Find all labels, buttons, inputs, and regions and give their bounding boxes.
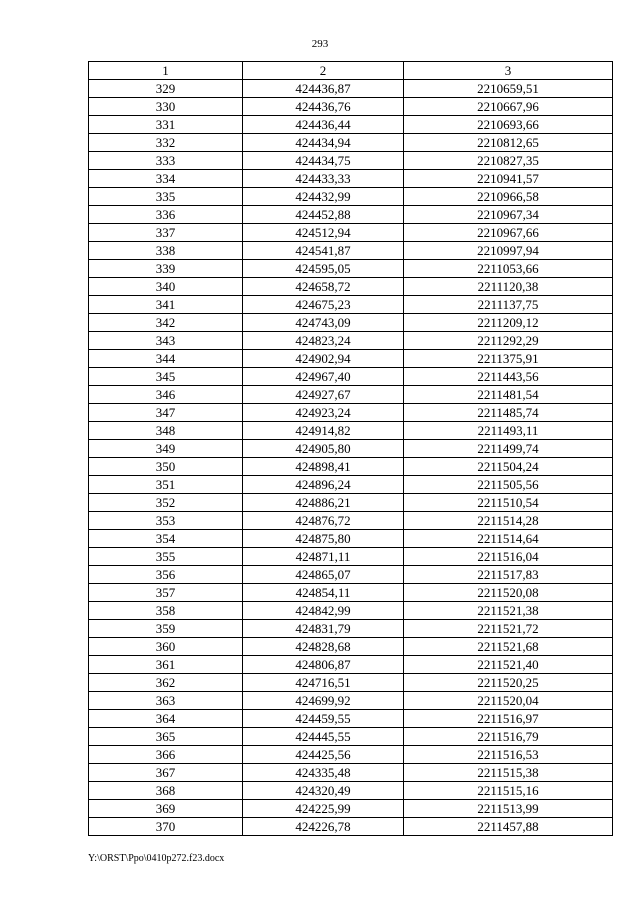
header-row bbox=[89, 62, 613, 80]
x-coordinate-cell: 424875,80 bbox=[243, 530, 404, 548]
point-number-cell: 359 bbox=[89, 620, 243, 638]
table-row bbox=[89, 116, 613, 134]
y-coordinate-cell: 2210967,66 bbox=[404, 224, 613, 242]
point-number-cell: 332 bbox=[89, 134, 243, 152]
x-coordinate-cell: 424541,87 bbox=[243, 242, 404, 260]
table-row bbox=[89, 746, 613, 764]
x-coordinate-cell: 424335,48 bbox=[243, 764, 404, 782]
point-number-cell: 337 bbox=[89, 224, 243, 242]
point-number-cell: 349 bbox=[89, 440, 243, 458]
y-coordinate-cell: 2210941,57 bbox=[404, 170, 613, 188]
y-coordinate-cell: 2211514,28 bbox=[404, 512, 613, 530]
table-body bbox=[89, 80, 613, 836]
y-coordinate-cell: 2211053,66 bbox=[404, 260, 613, 278]
y-coordinate-cell: 2211521,68 bbox=[404, 638, 613, 656]
x-coordinate-cell: 424886,21 bbox=[243, 494, 404, 512]
table-row bbox=[89, 692, 613, 710]
y-coordinate-cell: 2210966,58 bbox=[404, 188, 613, 206]
point-number-cell: 331 bbox=[89, 116, 243, 134]
y-coordinate-cell: 2211120,38 bbox=[404, 278, 613, 296]
y-coordinate-cell: 2211504,24 bbox=[404, 458, 613, 476]
x-coordinate-cell: 424896,24 bbox=[243, 476, 404, 494]
table-header bbox=[89, 62, 613, 80]
table-row bbox=[89, 350, 613, 368]
y-coordinate-cell: 2211515,16 bbox=[404, 782, 613, 800]
point-number-cell: 334 bbox=[89, 170, 243, 188]
table-row bbox=[89, 404, 613, 422]
point-number-cell: 347 bbox=[89, 404, 243, 422]
table-row bbox=[89, 260, 613, 278]
x-coordinate-cell: 424865,07 bbox=[243, 566, 404, 584]
header-col-1: 1 bbox=[89, 62, 243, 80]
x-coordinate-cell: 424828,68 bbox=[243, 638, 404, 656]
x-coordinate-cell: 424595,05 bbox=[243, 260, 404, 278]
y-coordinate-cell: 2210812,65 bbox=[404, 134, 613, 152]
x-coordinate-cell: 424445,55 bbox=[243, 728, 404, 746]
point-number-cell: 361 bbox=[89, 656, 243, 674]
y-coordinate-cell: 2211516,53 bbox=[404, 746, 613, 764]
table-row bbox=[89, 422, 613, 440]
y-coordinate-cell: 2210967,34 bbox=[404, 206, 613, 224]
x-coordinate-cell: 424876,72 bbox=[243, 512, 404, 530]
y-coordinate-cell: 2210827,35 bbox=[404, 152, 613, 170]
table-row bbox=[89, 152, 613, 170]
table-row bbox=[89, 206, 613, 224]
point-number-cell: 356 bbox=[89, 566, 243, 584]
x-coordinate-cell: 424699,92 bbox=[243, 692, 404, 710]
y-coordinate-cell: 2211137,75 bbox=[404, 296, 613, 314]
point-number-cell: 350 bbox=[89, 458, 243, 476]
x-coordinate-cell: 424658,72 bbox=[243, 278, 404, 296]
x-coordinate-cell: 424914,82 bbox=[243, 422, 404, 440]
y-coordinate-cell: 2210659,51 bbox=[404, 80, 613, 98]
point-number-cell: 338 bbox=[89, 242, 243, 260]
x-coordinate-cell: 424459,55 bbox=[243, 710, 404, 728]
table-row bbox=[89, 314, 613, 332]
table-row bbox=[89, 80, 613, 98]
x-coordinate-cell: 424452,88 bbox=[243, 206, 404, 224]
y-coordinate-cell: 2211521,38 bbox=[404, 602, 613, 620]
point-number-cell: 335 bbox=[89, 188, 243, 206]
x-coordinate-cell: 424927,67 bbox=[243, 386, 404, 404]
point-number-cell: 348 bbox=[89, 422, 243, 440]
point-number-cell: 336 bbox=[89, 206, 243, 224]
x-coordinate-cell: 424434,94 bbox=[243, 134, 404, 152]
point-number-cell: 368 bbox=[89, 782, 243, 800]
table-row bbox=[89, 476, 613, 494]
y-coordinate-cell: 2211514,64 bbox=[404, 530, 613, 548]
y-coordinate-cell: 2211520,08 bbox=[404, 584, 613, 602]
point-number-cell: 329 bbox=[89, 80, 243, 98]
table-row bbox=[89, 530, 613, 548]
y-coordinate-cell: 2211521,72 bbox=[404, 620, 613, 638]
x-coordinate-cell: 424823,24 bbox=[243, 332, 404, 350]
point-number-cell: 353 bbox=[89, 512, 243, 530]
x-coordinate-cell: 424436,76 bbox=[243, 98, 404, 116]
table-row bbox=[89, 188, 613, 206]
y-coordinate-cell: 2211499,74 bbox=[404, 440, 613, 458]
point-number-cell: 354 bbox=[89, 530, 243, 548]
y-coordinate-cell: 2211292,29 bbox=[404, 332, 613, 350]
y-coordinate-cell: 2211485,74 bbox=[404, 404, 613, 422]
y-coordinate-cell: 2210997,94 bbox=[404, 242, 613, 260]
table-row bbox=[89, 458, 613, 476]
y-coordinate-cell: 2211520,04 bbox=[404, 692, 613, 710]
x-coordinate-cell: 424226,78 bbox=[243, 818, 404, 836]
x-coordinate-cell: 424432,99 bbox=[243, 188, 404, 206]
table-row bbox=[89, 818, 613, 836]
point-number-cell: 366 bbox=[89, 746, 243, 764]
point-number-cell: 346 bbox=[89, 386, 243, 404]
y-coordinate-cell: 2211517,83 bbox=[404, 566, 613, 584]
point-number-cell: 345 bbox=[89, 368, 243, 386]
table-row bbox=[89, 296, 613, 314]
header-col-2: 2 bbox=[243, 62, 404, 80]
table-row bbox=[89, 674, 613, 692]
table-row bbox=[89, 332, 613, 350]
y-coordinate-cell: 2210693,66 bbox=[404, 116, 613, 134]
point-number-cell: 342 bbox=[89, 314, 243, 332]
y-coordinate-cell: 2211516,04 bbox=[404, 548, 613, 566]
x-coordinate-cell: 424831,79 bbox=[243, 620, 404, 638]
point-number-cell: 369 bbox=[89, 800, 243, 818]
x-coordinate-cell: 424436,44 bbox=[243, 116, 404, 134]
point-number-cell: 360 bbox=[89, 638, 243, 656]
table-row bbox=[89, 656, 613, 674]
table-row bbox=[89, 494, 613, 512]
table-row bbox=[89, 512, 613, 530]
x-coordinate-cell: 424425,56 bbox=[243, 746, 404, 764]
x-coordinate-cell: 424902,94 bbox=[243, 350, 404, 368]
coordinates-table bbox=[88, 61, 613, 836]
y-coordinate-cell: 2211375,91 bbox=[404, 350, 613, 368]
table-row bbox=[89, 440, 613, 458]
x-coordinate-cell: 424716,51 bbox=[243, 674, 404, 692]
table-row bbox=[89, 548, 613, 566]
y-coordinate-cell: 2211493,11 bbox=[404, 422, 613, 440]
y-coordinate-cell: 2211209,12 bbox=[404, 314, 613, 332]
y-coordinate-cell: 2211520,25 bbox=[404, 674, 613, 692]
x-coordinate-cell: 424898,41 bbox=[243, 458, 404, 476]
table-row bbox=[89, 368, 613, 386]
table-row bbox=[89, 782, 613, 800]
point-number-cell: 330 bbox=[89, 98, 243, 116]
point-number-cell: 364 bbox=[89, 710, 243, 728]
point-number-cell: 344 bbox=[89, 350, 243, 368]
point-number-cell: 352 bbox=[89, 494, 243, 512]
point-number-cell: 339 bbox=[89, 260, 243, 278]
point-number-cell: 357 bbox=[89, 584, 243, 602]
y-coordinate-cell: 2211505,56 bbox=[404, 476, 613, 494]
footer-file-path: Y:\ORST\Ppo\0410p272.f23.docx bbox=[88, 853, 225, 864]
y-coordinate-cell: 2210667,96 bbox=[404, 98, 613, 116]
header-col-3: 3 bbox=[404, 62, 613, 80]
x-coordinate-cell: 424806,87 bbox=[243, 656, 404, 674]
x-coordinate-cell: 424854,11 bbox=[243, 584, 404, 602]
y-coordinate-cell: 2211510,54 bbox=[404, 494, 613, 512]
x-coordinate-cell: 424512,94 bbox=[243, 224, 404, 242]
table-row bbox=[89, 728, 613, 746]
page-number: 293 bbox=[311, 38, 329, 50]
x-coordinate-cell: 424675,23 bbox=[243, 296, 404, 314]
y-coordinate-cell: 2211481,54 bbox=[404, 386, 613, 404]
table-row bbox=[89, 620, 613, 638]
table-row bbox=[89, 386, 613, 404]
y-coordinate-cell: 2211516,79 bbox=[404, 728, 613, 746]
y-coordinate-cell: 2211457,88 bbox=[404, 818, 613, 836]
x-coordinate-cell: 424320,49 bbox=[243, 782, 404, 800]
table-row bbox=[89, 224, 613, 242]
table-row bbox=[89, 134, 613, 152]
point-number-cell: 333 bbox=[89, 152, 243, 170]
table-row bbox=[89, 242, 613, 260]
table-row bbox=[89, 800, 613, 818]
point-number-cell: 367 bbox=[89, 764, 243, 782]
table-row bbox=[89, 584, 613, 602]
x-coordinate-cell: 424923,24 bbox=[243, 404, 404, 422]
y-coordinate-cell: 2211443,56 bbox=[404, 368, 613, 386]
point-number-cell: 355 bbox=[89, 548, 243, 566]
point-number-cell: 340 bbox=[89, 278, 243, 296]
table-row bbox=[89, 566, 613, 584]
y-coordinate-cell: 2211513,99 bbox=[404, 800, 613, 818]
table-row bbox=[89, 278, 613, 296]
table-row bbox=[89, 170, 613, 188]
x-coordinate-cell: 424842,99 bbox=[243, 602, 404, 620]
x-coordinate-cell: 424871,11 bbox=[243, 548, 404, 566]
table-row bbox=[89, 638, 613, 656]
y-coordinate-cell: 2211516,97 bbox=[404, 710, 613, 728]
point-number-cell: 365 bbox=[89, 728, 243, 746]
point-number-cell: 341 bbox=[89, 296, 243, 314]
point-number-cell: 362 bbox=[89, 674, 243, 692]
table-row bbox=[89, 98, 613, 116]
point-number-cell: 343 bbox=[89, 332, 243, 350]
table-row bbox=[89, 602, 613, 620]
point-number-cell: 363 bbox=[89, 692, 243, 710]
point-number-cell: 370 bbox=[89, 818, 243, 836]
x-coordinate-cell: 424225,99 bbox=[243, 800, 404, 818]
table-row bbox=[89, 764, 613, 782]
x-coordinate-cell: 424434,75 bbox=[243, 152, 404, 170]
y-coordinate-cell: 2211521,40 bbox=[404, 656, 613, 674]
table-row bbox=[89, 710, 613, 728]
x-coordinate-cell: 424436,87 bbox=[243, 80, 404, 98]
x-coordinate-cell: 424743,09 bbox=[243, 314, 404, 332]
y-coordinate-cell: 2211515,38 bbox=[404, 764, 613, 782]
point-number-cell: 351 bbox=[89, 476, 243, 494]
x-coordinate-cell: 424967,40 bbox=[243, 368, 404, 386]
x-coordinate-cell: 424433,33 bbox=[243, 170, 404, 188]
point-number-cell: 358 bbox=[89, 602, 243, 620]
x-coordinate-cell: 424905,80 bbox=[243, 440, 404, 458]
